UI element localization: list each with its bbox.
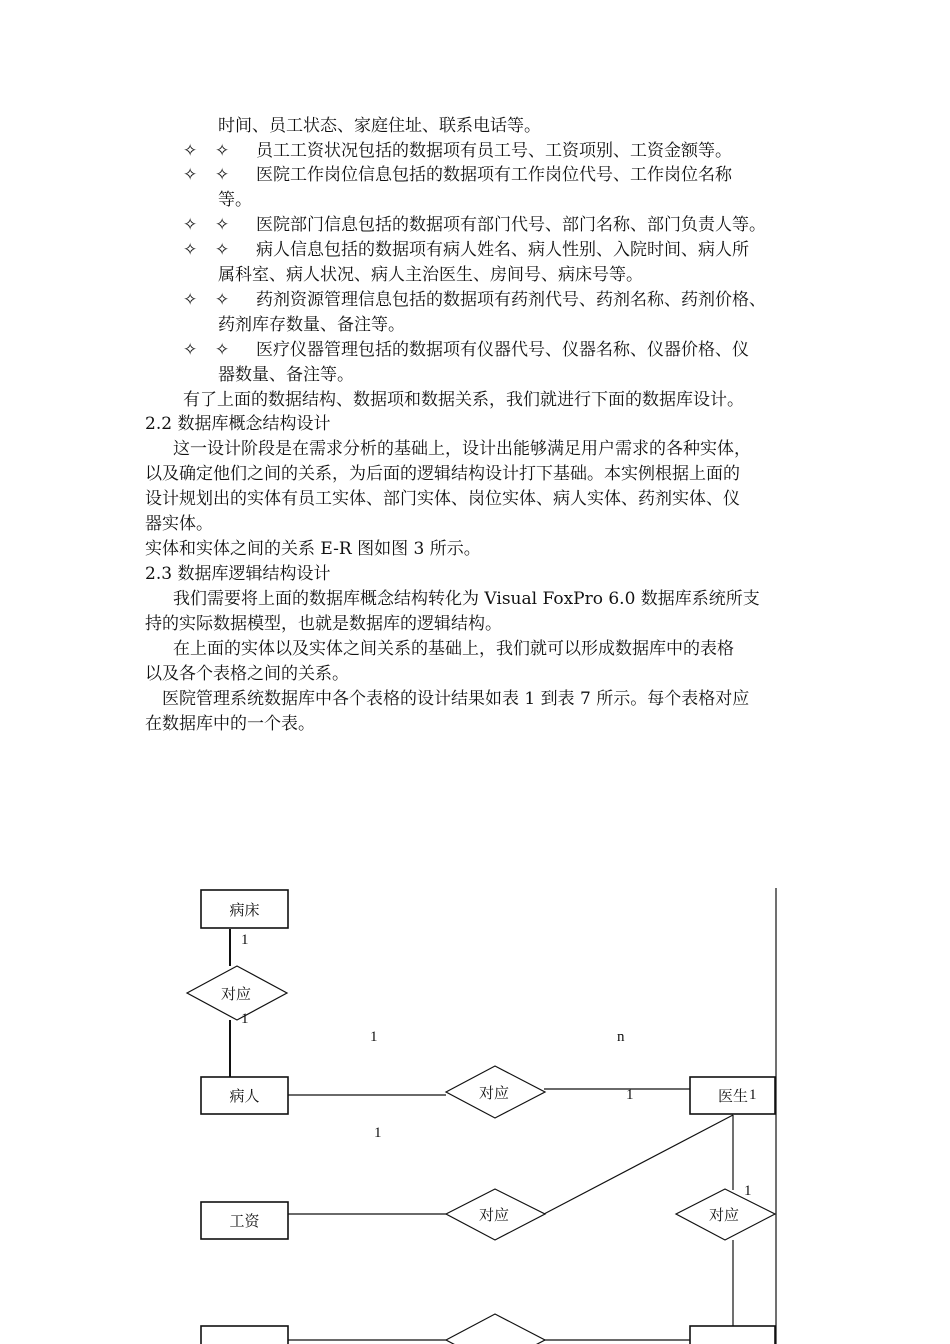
bullet-icon: ✧ xyxy=(215,165,230,185)
text-line: 有了上面的数据结构、数据项和数据关系，我们就进行下面的数据库设计。 xyxy=(183,390,744,410)
text-line: 等。 xyxy=(218,190,252,210)
text-line: 以及各个表格之间的关系。 xyxy=(145,664,349,684)
section-heading: 2.3 数据库逻辑结构设计 xyxy=(145,564,331,584)
text-line: 我们需要将上面的数据库概念结构转化为 Visual FoxPro 6.0 数据库系统所支 xyxy=(173,589,760,609)
relationship-label: 对应 xyxy=(478,1084,510,1102)
bullet-icon: ✧ xyxy=(183,141,198,161)
text-line: 实体和实体之间的关系 E-R 图如图 3 所示。 xyxy=(145,539,481,559)
bullet-icon: ✧ xyxy=(183,165,198,185)
text-line: 药剂资源管理信息包括的数据项有药剂代号、药剂名称、药剂价格、 xyxy=(256,290,766,310)
text-line: 器实体。 xyxy=(145,514,213,534)
text-line: 在上面的实体以及实体之间关系的基础上，我们就可以形成数据库中的表格 xyxy=(173,639,734,659)
bullet-icon: ✧ xyxy=(215,340,230,360)
bullet-icon: ✧ xyxy=(215,215,230,235)
text-line: 属科室、病人状况、病人主治医生、房间号、病床号等。 xyxy=(218,265,643,285)
cardinality-label: 1 xyxy=(374,1125,382,1141)
bullet-icon: ✧ xyxy=(215,240,230,260)
bullet-icon: ✧ xyxy=(183,290,198,310)
text-line: 时间、员工状态、家庭住址、联系电话等。 xyxy=(218,116,541,136)
text-line: 持的实际数据模型，也就是数据库的逻辑结构。 xyxy=(145,614,502,634)
relationship-diamond xyxy=(446,1314,545,1344)
text-line: 设计规划出的实体有员工实体、部门实体、岗位实体、病人实体、药剂实体、仪 xyxy=(145,489,740,509)
entity-doctor: 医生 xyxy=(717,1087,749,1105)
bullet-icon: ✧ xyxy=(183,240,198,260)
section-heading: 2.2 数据库概念结构设计 xyxy=(145,414,331,434)
text-line: 医院工作岗位信息包括的数据项有工作岗位代号、工作岗位名称 xyxy=(256,165,732,185)
cardinality-label: 1 xyxy=(241,932,249,948)
cardinality-label: 1 xyxy=(241,1011,249,1027)
entity-box-partial xyxy=(690,1326,775,1344)
relationship-label: 对应 xyxy=(220,985,252,1003)
cardinality-label: 1 xyxy=(744,1183,752,1199)
text-line: 员工工资状况包括的数据项有员工号、工资项别、工资金额等。 xyxy=(256,141,732,161)
cardinality-label: 1 xyxy=(749,1087,757,1103)
relationship-label: 对应 xyxy=(708,1206,740,1224)
bullet-icon: ✧ xyxy=(215,290,230,310)
bullet-icon: ✧ xyxy=(183,215,198,235)
text-line: 器数量、备注等。 xyxy=(218,365,354,385)
text-line: 这一设计阶段是在需求分析的基础上，设计出能够满足用户需求的各种实体， xyxy=(173,439,751,459)
text-line: 医院管理系统数据库中各个表格的设计结果如表 1 到表 7 所示。每个表格对应 xyxy=(162,689,750,709)
entity-patient: 病人 xyxy=(229,1087,260,1105)
cardinality-label: n xyxy=(617,1029,625,1045)
cardinality-label: 1 xyxy=(370,1029,378,1045)
entity-box-partial xyxy=(201,1326,288,1344)
bullet-icon: ✧ xyxy=(183,340,198,360)
bullet-icon: ✧ xyxy=(215,141,230,161)
cardinality-label: 1 xyxy=(626,1087,634,1103)
relationship-label: 对应 xyxy=(478,1206,510,1224)
entity-bed: 病床 xyxy=(229,901,260,919)
text-line: 在数据库中的一个表。 xyxy=(145,714,315,734)
text-line: 药剂库存数量、备注等。 xyxy=(218,315,405,335)
text-line: 医疗仪器管理包括的数据项有仪器代号、仪器名称、仪器价格、仪 xyxy=(256,340,749,360)
text-line: 病人信息包括的数据项有病人姓名、病人性别、入院时间、病人所 xyxy=(256,240,749,260)
text-line: 以及确定他们之间的关系，为后面的逻辑结构设计打下基础。本实例根据上面的 xyxy=(145,464,740,484)
entity-salary: 工资 xyxy=(229,1212,260,1230)
text-line: 医院部门信息包括的数据项有部门代号、部门名称、部门负责人等。 xyxy=(256,215,766,235)
